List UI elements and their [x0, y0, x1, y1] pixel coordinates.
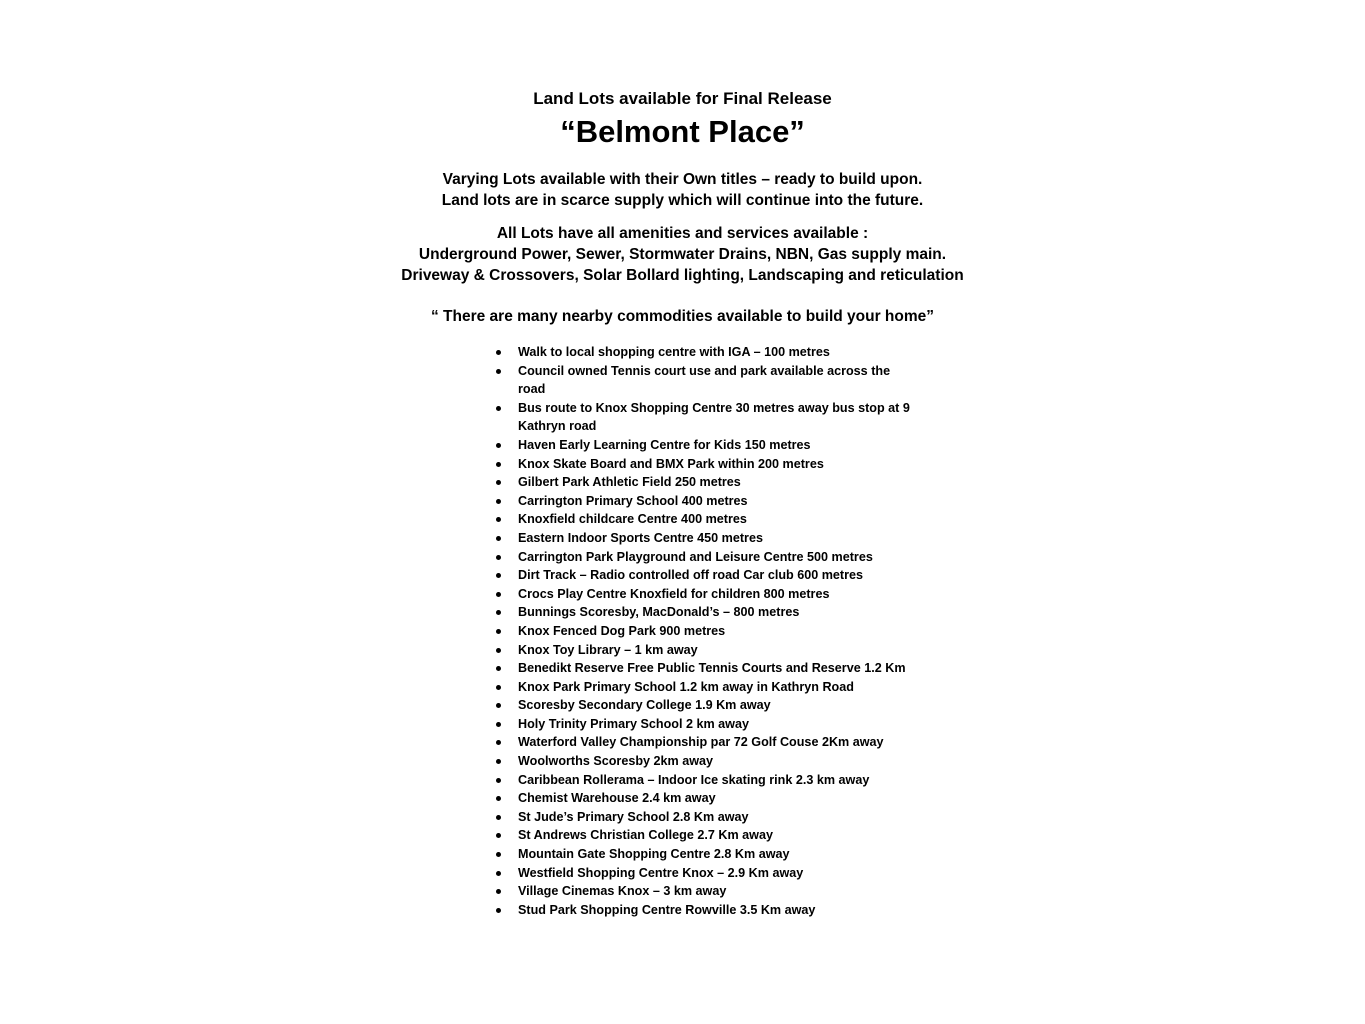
quote-text: “ There are many nearby commodities available to build your home” — [430, 308, 935, 325]
release-line: Land Lots available for Final Release — [533, 89, 832, 108]
list-item-text: Walk to local shopping centre with IGA – 100 metres — [518, 345, 830, 359]
list-item — [496, 696, 936, 715]
list-item-text: Carrington Park Playground and Leisure Centre 500 metres — [518, 549, 873, 564]
list-item-text: Holy Trinity Primary School 2 km away — [518, 716, 749, 731]
list-item-text: Knoxfield childcare Centre 400 metres — [518, 512, 747, 527]
intro-line: Land lots are in scarce supply which will continue into the future. — [441, 192, 924, 209]
list-item-text: Westfield Shopping Centre Knox – 2.9 Km away — [518, 865, 804, 880]
bullet-icon — [496, 815, 501, 820]
list-item — [496, 845, 936, 864]
list-item — [496, 473, 936, 492]
list-item — [496, 715, 936, 734]
bullet-icon — [496, 722, 501, 727]
list-item-text: Woolworths Scoresby 2km away — [518, 754, 714, 769]
list-item-text: Haven Early Learning Centre for Kids 150 metres — [518, 437, 811, 452]
list-item-text: Caribbean Rollerama – Indoor Ice skating rink 2.3 km away — [518, 772, 870, 787]
list-item-text: Gilbert Park Athletic Field 250 metres — [518, 475, 741, 490]
bullet-icon — [496, 369, 501, 374]
list-item — [496, 492, 936, 511]
list-item — [496, 901, 936, 920]
list-item-text: St Andrews Christian College 2.7 Km away — [518, 828, 773, 843]
intro-line: Varying Lots available with their Own titles – ready to build upon. — [442, 171, 923, 188]
bullet-icon — [496, 406, 501, 411]
bullet-icon — [496, 759, 501, 764]
quote-block — [0, 306, 1365, 327]
list-item-text: Knox Park Primary School 1.2 km away in Kathryn Road — [518, 679, 854, 694]
list-item-text: Crocs Play Centre Knoxfield for children 800 metres — [518, 586, 830, 601]
bullet-icon — [496, 443, 501, 448]
list-item-text: Benedikt Reserve Free Public Tennis Courts and Reserve 1.2 Km — [518, 661, 906, 676]
list-item — [496, 808, 936, 827]
bullet-icon — [496, 592, 501, 597]
list-item — [496, 864, 936, 883]
list-item-text: Waterford Valley Championship par 72 Golf Couse 2Km away — [518, 735, 884, 750]
title-block — [0, 112, 1365, 152]
intro-paragraph — [0, 169, 1365, 211]
bullet-icon — [496, 499, 501, 504]
list-item-text: Knox Fenced Dog Park 900 metres — [518, 623, 726, 638]
page-title: “Belmont Place” — [560, 114, 805, 149]
list-item — [496, 343, 936, 362]
bullet-icon — [496, 871, 501, 876]
list-item-text: St Jude’s Primary School 2.8 Km away — [518, 809, 749, 824]
list-item — [496, 826, 936, 845]
bullet-icon — [496, 480, 501, 485]
bullet-icon — [496, 666, 501, 671]
bullet-icon — [496, 629, 501, 634]
list-item-text: Bunnings Scoresby, MacDonald’s – 800 metres — [518, 605, 800, 620]
list-item — [496, 510, 936, 529]
list-item — [496, 678, 936, 697]
list-item-text: Carrington Primary School 400 metres — [518, 493, 748, 508]
bullet-icon — [496, 778, 501, 783]
bullet-icon — [496, 833, 501, 838]
list-item — [496, 733, 936, 752]
amenities-line: Driveway & Crossovers, Solar Bollard lighting, Landscaping and reticulation — [401, 267, 964, 284]
list-item — [496, 436, 936, 455]
amenities-paragraph — [0, 223, 1365, 286]
bullet-icon — [496, 610, 501, 615]
bullet-icon — [496, 685, 501, 690]
list-item — [496, 603, 936, 622]
list-item — [496, 752, 936, 771]
list-item — [496, 585, 936, 604]
list-item-text: Eastern Indoor Sports Centre 450 metres — [518, 530, 763, 545]
bullet-icon — [496, 796, 501, 801]
bullet-icon — [496, 852, 501, 857]
bullet-icon — [496, 648, 501, 653]
list-item — [496, 455, 936, 474]
amenities-heading: All Lots have all amenities and services available : — [496, 225, 869, 242]
bullet-icon — [496, 462, 501, 467]
list-item — [496, 566, 936, 585]
list-item — [496, 659, 936, 678]
list-item-text: Dirt Track – Radio controlled off road Car club 600 metres — [518, 568, 864, 583]
list-item — [496, 771, 936, 790]
list-item — [496, 529, 936, 548]
list-item — [496, 789, 936, 808]
list-item — [496, 641, 936, 660]
amenities-line: Underground Power, Sewer, Stormwater Drains, NBN, Gas supply main. — [418, 246, 947, 263]
list-item-text: Knox Skate Board and BMX Park within 200 metres — [518, 456, 824, 471]
bullet-icon — [496, 703, 501, 708]
nearby-list — [496, 343, 936, 919]
bullet-icon — [496, 908, 501, 913]
list-item-text: Chemist Warehouse 2.4 km away — [518, 791, 716, 806]
list-item — [496, 362, 936, 399]
list-item — [496, 399, 936, 436]
list-item — [496, 622, 936, 641]
release-heading — [0, 88, 1365, 110]
bullet-icon — [496, 889, 501, 894]
bullet-icon — [496, 740, 501, 745]
list-item-text: Mountain Gate Shopping Centre 2.8 Km away — [518, 847, 790, 862]
list-item-text: Knox Toy Library – 1 km away — [518, 642, 698, 657]
list-item — [496, 548, 936, 567]
bullet-icon — [496, 536, 501, 541]
bullet-icon — [496, 573, 501, 578]
list-item-text: Council owned Tennis court use and park available across the road — [518, 363, 891, 397]
bullet-icon — [496, 555, 501, 560]
list-item — [496, 882, 936, 901]
bullet-icon — [496, 517, 501, 522]
list-item-text: Stud Park Shopping Centre Rowville 3.5 Km away — [518, 902, 816, 917]
list-item-text: Village Cinemas Knox – 3 km away — [518, 884, 727, 899]
bullet-icon — [496, 350, 501, 355]
list-item-text: Scoresby Secondary College 1.9 Km away — [518, 698, 771, 713]
list-item-text: Bus route to Knox Shopping Centre 30 metres away bus stop at 9 Kathryn road — [518, 400, 910, 434]
